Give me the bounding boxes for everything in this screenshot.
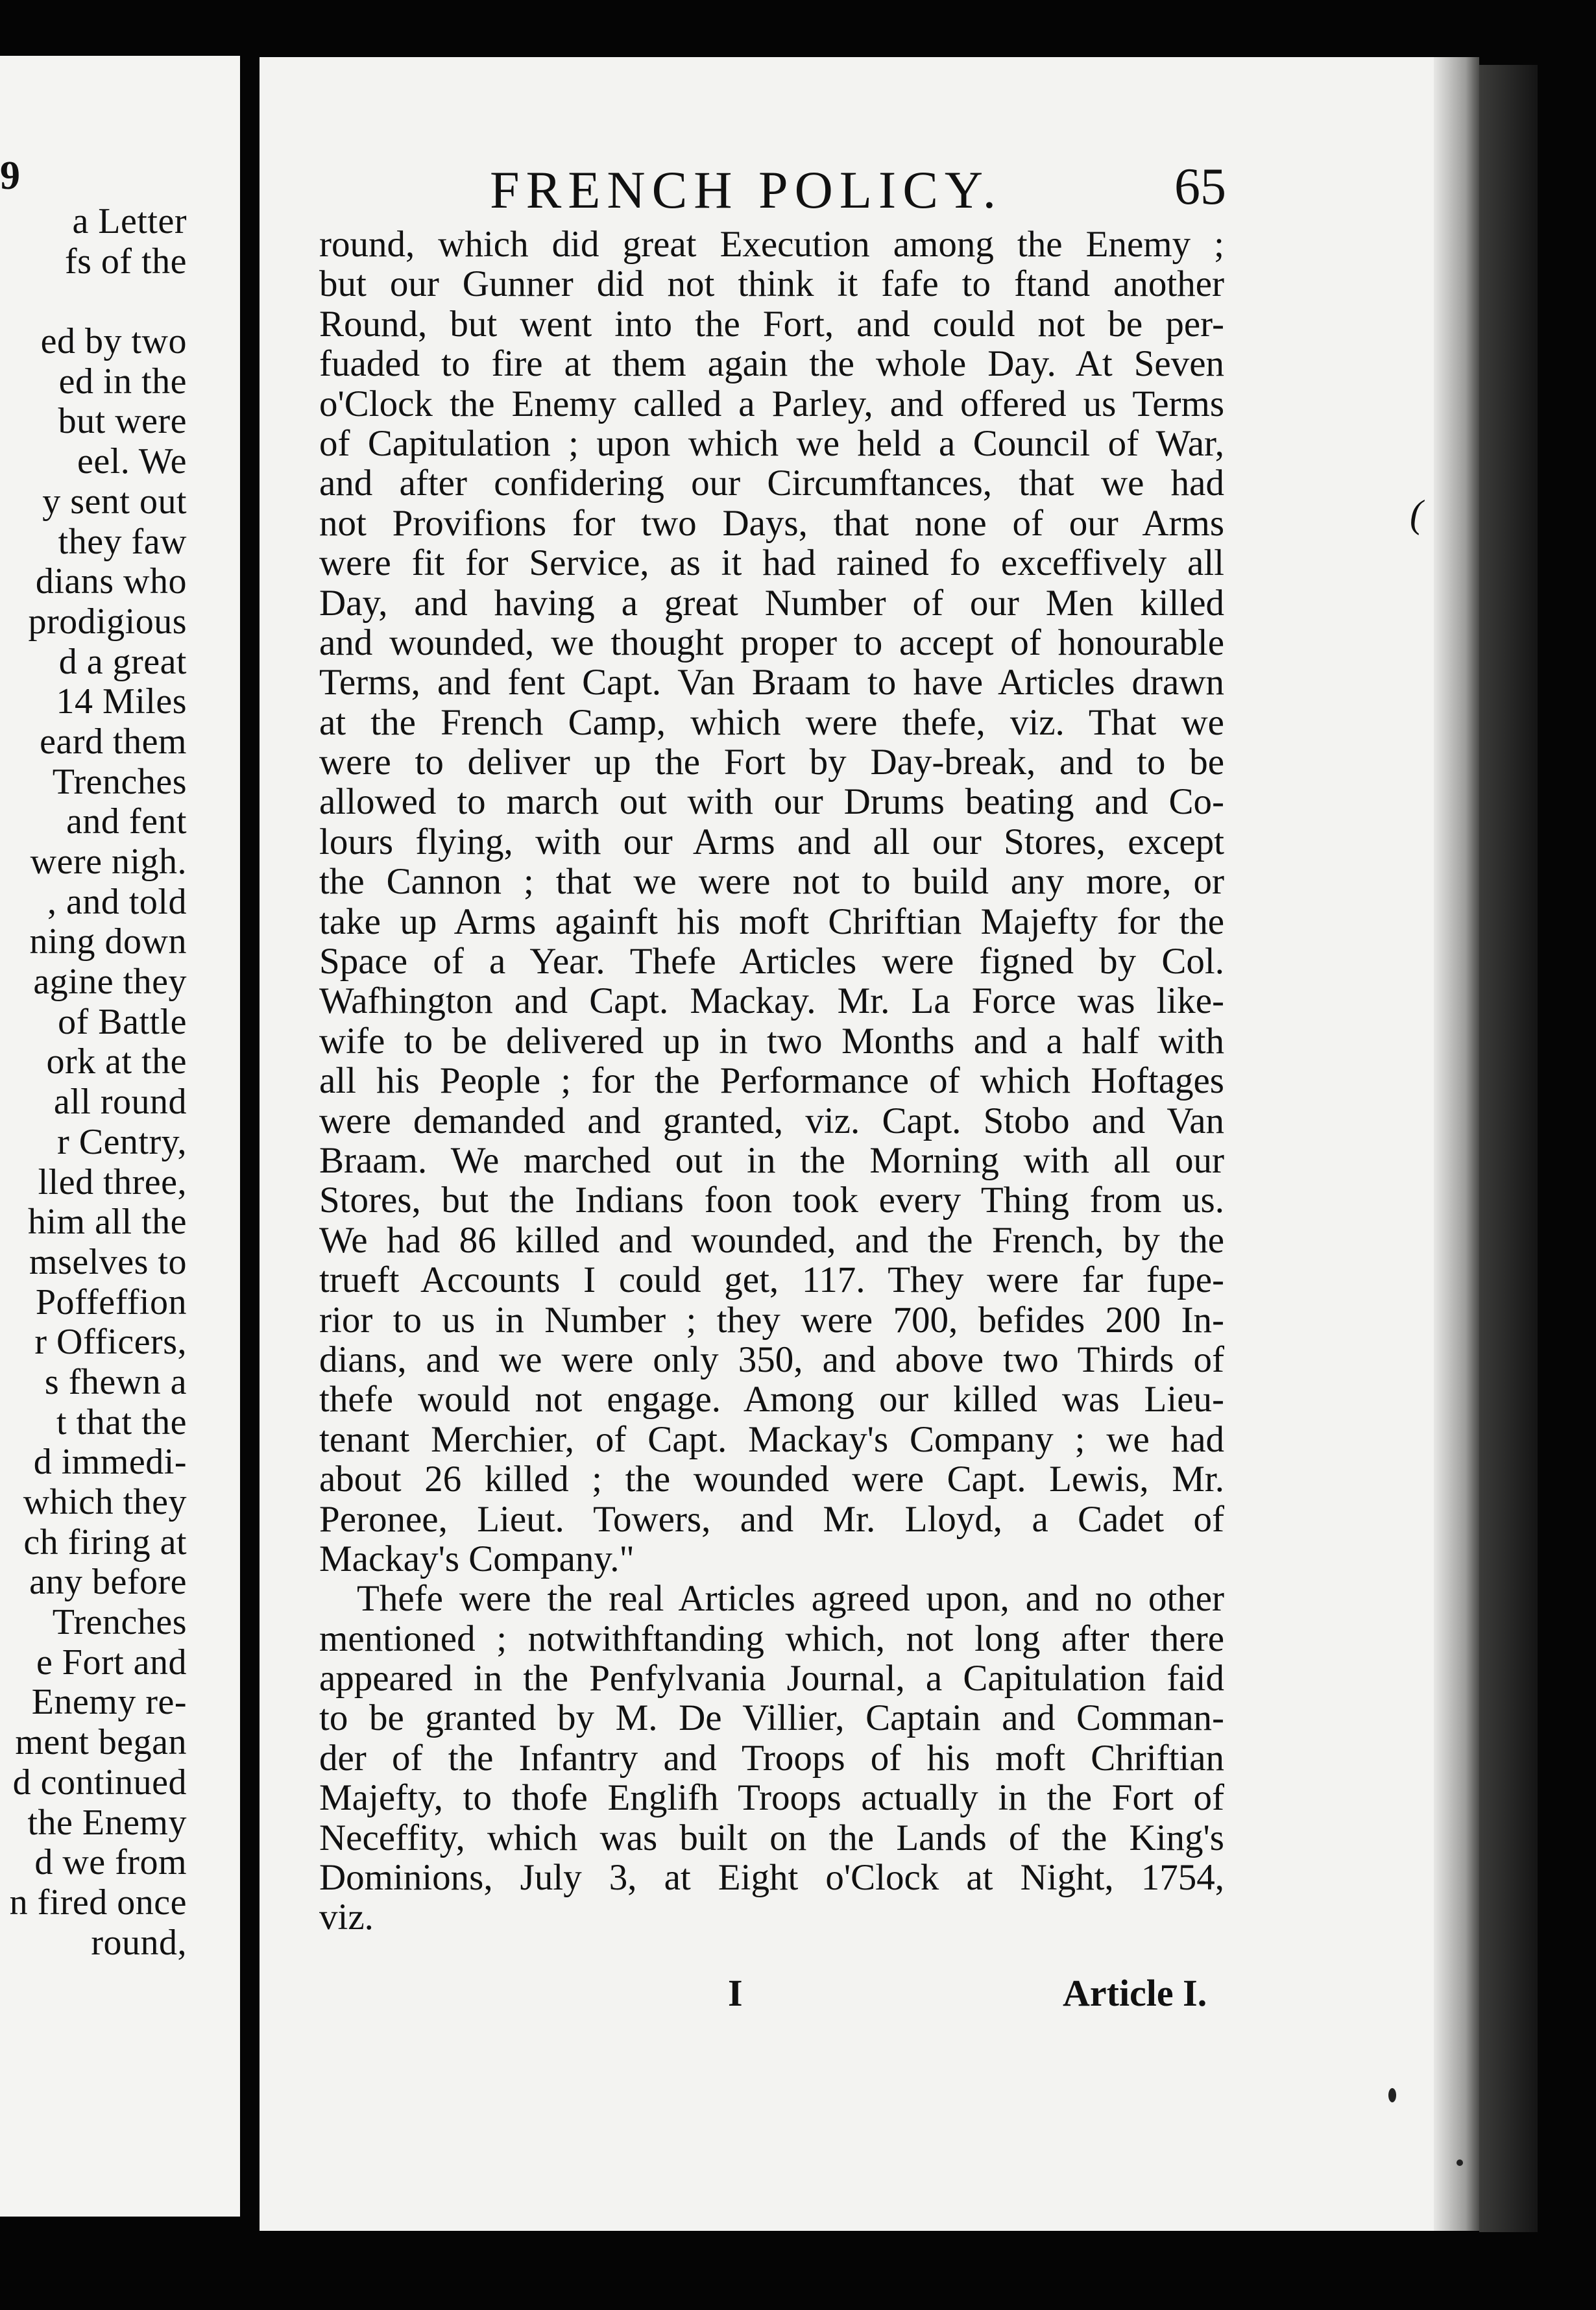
left-text-line: ment began	[15, 1722, 187, 1763]
left-text-line: d continued	[12, 1762, 187, 1803]
left-text-line: the Enemy	[27, 1802, 187, 1843]
body-text-line: Braam. We marched out in the Morning with all our	[319, 1140, 1224, 1181]
left-text-line: n fired once	[9, 1882, 187, 1923]
left-text-line: all round	[53, 1082, 187, 1123]
body-text-line: all his People ; for the Performance of which Hoftages	[319, 1061, 1224, 1101]
body-text-line: to be granted by M. De Villier, Captain and Comman-	[319, 1698, 1224, 1738]
body-text-line: and wounded, we thought proper to accept of honourable	[319, 622, 1224, 663]
body-text-line: were demanded and granted, viz. Capt. Stobo and Van	[319, 1100, 1224, 1141]
left-text-line: Trenches	[52, 761, 187, 802]
body-text-line: fuaded to fire at them again the whole Day. At Seven	[319, 344, 1224, 384]
body-text-line: Thefe were the real Articles agreed upon, and no other	[357, 1579, 1224, 1619]
body-text-line: about 26 killed ; the wounded were Capt. Lewis, Mr.	[319, 1459, 1224, 1500]
body-text-line: round, which did great Execution among the Enemy ;	[319, 225, 1224, 265]
left-text-line: ork at the	[46, 1041, 187, 1082]
body-text-line: were to deliver up the Fort by Day-break, and to be	[319, 742, 1224, 783]
ink-speck	[1388, 2088, 1396, 2102]
left-text-line: ed in the	[58, 361, 187, 402]
left-text-line: lled three,	[38, 1161, 187, 1202]
left-text-line: agine they	[33, 962, 187, 1003]
running-head: FRENCH POLICY.	[490, 160, 1003, 219]
body-text-line: not Provifions for two Days, that none of our Arms	[319, 503, 1224, 544]
body-text-line: were fit for Service, as it had rained fo exceffively all	[319, 543, 1224, 583]
body-text-line: der of the Infantry and Troops of his moft Chriftian	[319, 1738, 1224, 1779]
left-folio-mark: 9	[0, 154, 20, 198]
main-page	[260, 57, 1479, 2231]
body-text-line: thefe would not engage. Among our killed was Lieu-	[319, 1380, 1224, 1420]
body-text-line: Wafhington and Capt. Mackay. Mr. La Force was like-	[319, 981, 1224, 1021]
left-text-line: y sent out	[42, 481, 187, 522]
body-text-line: dians, and we were only 350, and above two Thirds of	[319, 1339, 1224, 1380]
left-text-line: Enemy re-	[31, 1682, 187, 1723]
left-page-text	[0, 202, 187, 1963]
left-text-line: t that the	[56, 1402, 187, 1442]
body-text-line: viz.	[319, 1897, 374, 1938]
left-page	[0, 56, 240, 2217]
signature-mark: I	[728, 1972, 743, 2014]
body-text-line: Round, but went into the Fort, and could not be per-	[319, 304, 1224, 345]
left-text-line: him all the	[27, 1202, 187, 1243]
left-text-line: s fhewn a	[44, 1361, 187, 1402]
left-text-line: but were	[58, 401, 187, 442]
margin-mark: (	[1410, 492, 1423, 535]
body-text-line: o'Clock the Enemy called a Parley, and offered us Terms	[319, 383, 1224, 424]
body-text-line: tenant Merchier, of Capt. Mackay's Company ; we had	[319, 1419, 1224, 1460]
body-text-line: and after confidering our Circumftances, that we had	[319, 463, 1224, 504]
left-text-line: a Letter	[72, 201, 187, 241]
catchword: Article I.	[1063, 1972, 1207, 2014]
body-text-line: rior to us in Number ; they were 700, befides 200 In-	[319, 1300, 1224, 1340]
left-text-line: which they	[23, 1482, 187, 1522]
left-text-line: r Centry,	[57, 1121, 187, 1162]
left-text-line: eard them	[40, 721, 187, 762]
body-text-line: Day, and having a great Number of our Men killed	[319, 583, 1224, 623]
body-text-line: but our Gunner did not think it fafe to ftand another	[319, 264, 1224, 304]
left-text-line: were nigh.	[30, 842, 187, 882]
body-text-line: at the French Camp, which were thefe, viz. That we	[319, 702, 1224, 743]
body-text-line: Mackay's Company."	[319, 1538, 635, 1579]
left-text-line: ch firing at	[23, 1522, 187, 1562]
left-text-line: Trenches	[52, 1602, 187, 1643]
left-text-line: 14 Miles	[56, 681, 187, 722]
body-text-line: Space of a Year. Thefe Articles were figned by Col.	[319, 942, 1224, 982]
body-text-line: Dominions, July 3, at Eight o'Clock at Night, 1754,	[319, 1858, 1224, 1898]
left-text-line: and fent	[66, 801, 187, 842]
left-text-line: fs of the	[64, 241, 187, 282]
ink-speck	[1457, 2159, 1463, 2166]
body-text-line: Stores, but the Indians foon took every Thing from us.	[319, 1180, 1224, 1221]
left-text-line: e Fort and	[36, 1642, 187, 1683]
body-text	[319, 225, 1224, 1938]
body-text-line: We had 86 killed and wounded, and the French, by the	[319, 1220, 1224, 1261]
gutter-shadow	[1434, 57, 1479, 2231]
left-text-line: d immedi-	[33, 1442, 187, 1483]
body-text-line: trueft Accounts I could get, 117. They were far fupe-	[319, 1260, 1224, 1300]
body-text-line: the Cannon ; that we were not to build any more, or	[319, 862, 1224, 902]
left-text-line: ning down	[29, 921, 187, 962]
body-text-line: Peronee, Lieut. Towers, and Mr. Lloyd, a Cadet of	[319, 1499, 1224, 1539]
left-text-line: r Officers,	[34, 1322, 187, 1363]
body-text-line: Majefty, to thofe Englifh Troops actually in the Fort of	[319, 1778, 1224, 1818]
left-text-line: mselves to	[29, 1241, 187, 1282]
left-text-line: any before	[29, 1562, 187, 1603]
body-text-line: wife to be delivered up in two Months and a half with	[319, 1021, 1224, 1062]
body-text-line: take up Arms againft his moft Chriftian Majefty for the	[319, 901, 1224, 942]
left-text-line: they faw	[58, 521, 187, 562]
left-text-line: prodigious	[28, 601, 187, 642]
body-text-line: appeared in the Penfylvania Journal, a Capitulation faid	[319, 1659, 1224, 1699]
left-text-line	[0, 282, 187, 322]
page-number: 65	[1174, 158, 1226, 215]
book-fore-edge	[1479, 65, 1538, 2232]
body-text-line: of Capitulation ; upon which we held a Council of War,	[319, 423, 1224, 464]
left-text-line: d we from	[34, 1842, 187, 1883]
body-text-line: Terms, and fent Capt. Van Braam to have Articles drawn	[319, 663, 1224, 703]
left-text-line: Poffeffion	[35, 1282, 187, 1322]
left-text-line: ed by two	[40, 321, 187, 362]
left-text-line: round,	[91, 1922, 187, 1963]
left-text-line: of Battle	[58, 1001, 187, 1042]
left-text-line: dians who	[35, 561, 187, 602]
left-text-line: d a great	[58, 641, 187, 682]
left-text-line: eel. We	[77, 441, 187, 482]
left-text-line: , and told	[47, 881, 187, 922]
body-text-line: mentioned ; notwithftanding which, not long after there	[319, 1618, 1224, 1659]
body-text-line: lours flying, with our Arms and all our Stores, except	[319, 821, 1224, 862]
body-text-line: Neceffity, which was built on the Lands of the King's	[319, 1818, 1224, 1858]
body-text-line: allowed to march out with our Drums beating and Co-	[319, 782, 1224, 822]
